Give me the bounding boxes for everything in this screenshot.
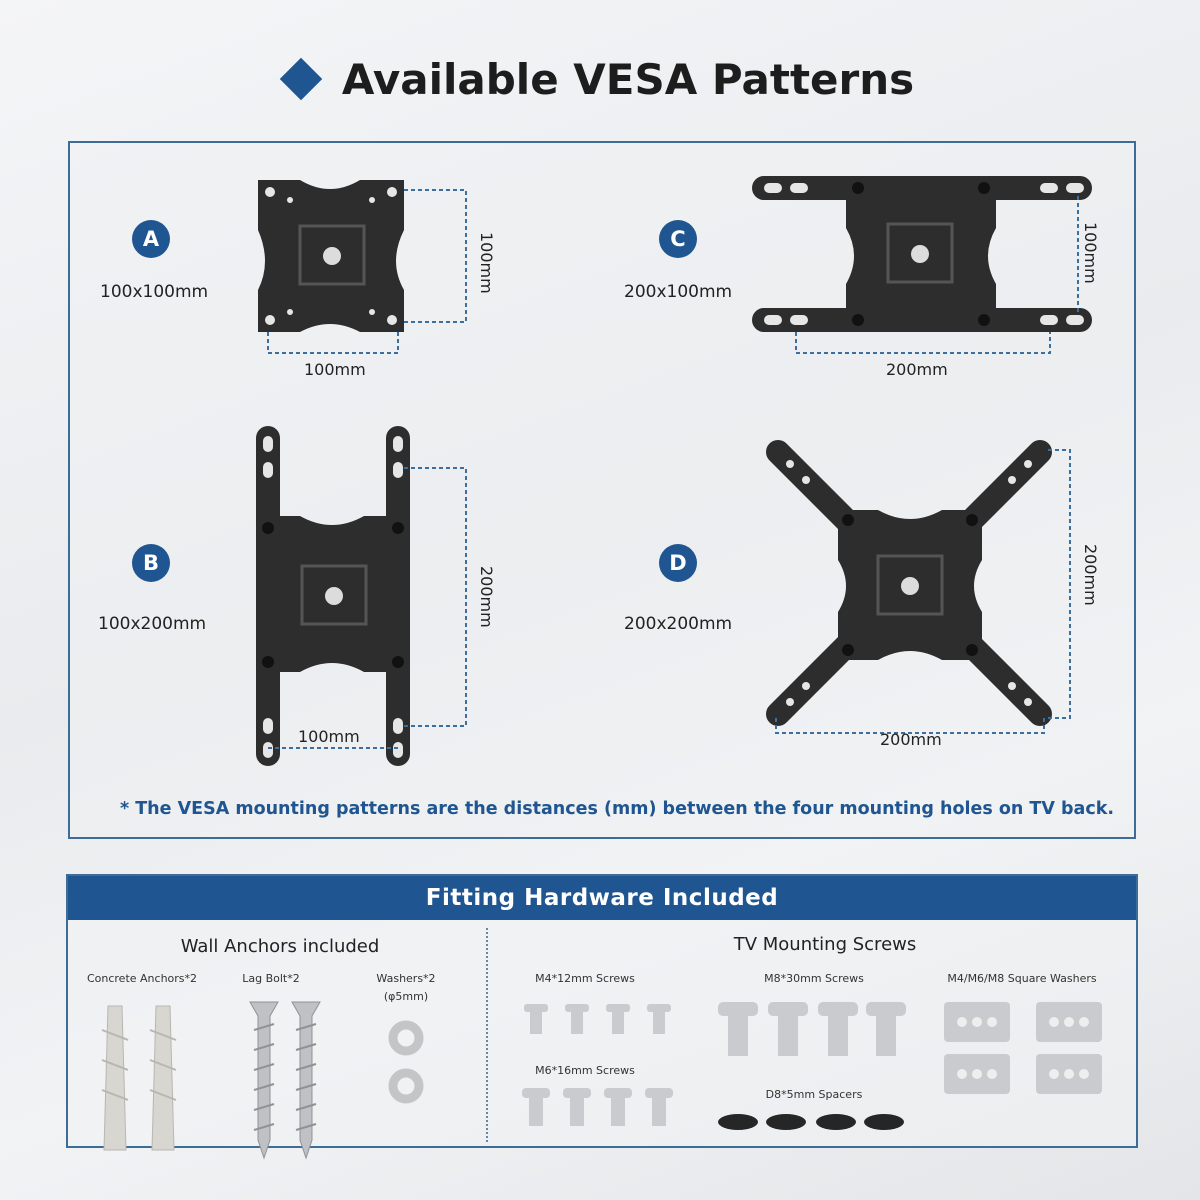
width-dim-a: 100mm <box>304 360 366 379</box>
badge-b: B <box>132 544 170 582</box>
square-washers-label: M4/M6/M8 Square Washers <box>947 972 1097 985</box>
wall-anchors-title: Wall Anchors included <box>180 936 380 957</box>
lag-bolt-label: Lag Bolt*2 <box>242 972 300 985</box>
size-label-d: 200x200mm <box>624 614 733 634</box>
tv-screws-title: TV Mounting Screws <box>733 934 917 955</box>
washers-label: Washers*2 <box>376 972 436 985</box>
m4-screws-label: M4*12mm Screws <box>535 972 635 985</box>
height-dim-a: 100mm <box>477 232 496 294</box>
m6-screws-label: M6*16mm Screws <box>535 1064 635 1077</box>
height-dim-d: 200mm <box>1081 544 1100 606</box>
width-dim-d: 200mm <box>880 730 942 749</box>
height-dim-b: 200mm <box>477 566 496 628</box>
badge-c: C <box>659 220 697 258</box>
width-dim-c: 200mm <box>886 360 948 379</box>
badge-d: D <box>659 544 697 582</box>
title-text: Available VESA Patterns <box>341 55 915 104</box>
size-label-c: 200x100mm <box>624 282 733 302</box>
size-label-b: 100x200mm <box>98 614 207 634</box>
size-label-a: 100x100mm <box>100 282 209 302</box>
hardware-header: Fitting Hardware Included <box>68 876 1136 920</box>
vesa-note: * The VESA mounting patterns are the distances (mm) between the four mounting holes on TV back. <box>120 799 1114 819</box>
height-dim-c: 100mm <box>1081 222 1100 284</box>
badge-a: A <box>132 220 170 258</box>
spacers-label: D8*5mm Spacers <box>765 1088 863 1101</box>
width-dim-b: 100mm <box>298 727 360 746</box>
concrete-anchors-label: Concrete Anchors*2 <box>86 972 198 985</box>
m8-screws-label: M8*30mm Screws <box>764 972 864 985</box>
washers-size-label: (φ5mm) <box>383 990 429 1003</box>
